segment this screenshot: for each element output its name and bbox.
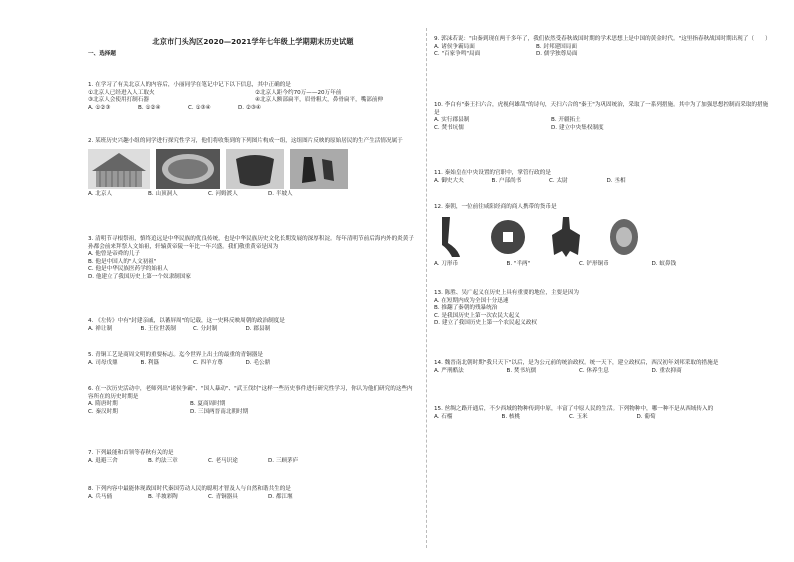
question-stem: 13. 陈胜、吴广起义在历史上具有重要的地位，主要是因为 xyxy=(434,290,579,296)
option-b: B. 半坡彩陶 xyxy=(148,493,178,500)
question-14 xyxy=(434,360,770,375)
question-stem: 7. 下列最能和首领等春秋有关的是 xyxy=(88,450,174,456)
option-b: B. 约法三章 xyxy=(148,457,178,464)
question-11 xyxy=(434,170,770,185)
option-c: C. 他是中华民族医药学的始祖人 xyxy=(88,266,169,273)
option-c: C. 焚书坑儒 xyxy=(434,124,464,131)
house-image xyxy=(88,149,150,189)
option-c: C. 青铜器具 xyxy=(208,493,238,500)
question-9 xyxy=(434,36,770,59)
spade-coin-image xyxy=(546,215,586,259)
section-heading: 一、选择题 xyxy=(88,50,116,57)
statement: ④北京人额部扁平，眉骨粗大，鼻骨扁平，嘴部前伸 xyxy=(255,97,384,104)
option-c: C. 秦汉时期 xyxy=(88,408,118,415)
statement: ①北京人已经进入人工取火 xyxy=(88,89,155,96)
option-b: B. 核桃 xyxy=(501,413,521,420)
option-c: C. ①③④ xyxy=(188,104,211,111)
question-stem: 14. 魏晋南北朝时期"我只天下"以后，是为公元前的统治政权。统一天下，建立政权后，西汉初年刘邦采取的措施是 xyxy=(434,360,719,366)
option-b: B. 封邦建国局面 xyxy=(536,43,577,50)
question-stem: 10. 李白有"秦王扫六合，虎视何雄哉"的诗句，天扫六合的"秦王"为巩固统治，采取了一系列措施。其中为了加强思想控制而采取的措施是 xyxy=(434,102,769,116)
pottery-image xyxy=(226,149,284,189)
option-d: D. 建立中央集权制度 xyxy=(551,124,604,131)
option-b: B. 他是中国人的"人文初祖" xyxy=(88,258,157,265)
option-d: D. ②③④ xyxy=(238,104,261,111)
option-d: D. 葡萄 xyxy=(636,413,656,420)
option-a: A. ①②③ xyxy=(88,104,111,111)
question-stem: 5. 青铜工艺是商周文明的重要标志。迄今世界上出土的最重的青铜器是 xyxy=(88,352,263,358)
option-a: A. 刀形币 xyxy=(434,260,459,267)
option-c: C. 太尉 xyxy=(549,177,568,184)
question-stem: 11. 秦始皇在中央设置的官职中，掌管行政的是 xyxy=(434,170,551,176)
option-b: B. 焚书坑儒 xyxy=(506,367,537,374)
option-a: A. 严刑酷法 xyxy=(434,367,464,374)
question-13 xyxy=(434,290,770,328)
question-2 xyxy=(88,138,418,198)
option-a: A. 诸侯争霸局面 xyxy=(434,43,475,50)
grain-image xyxy=(156,149,220,189)
option-a: A. 北京人 xyxy=(88,190,113,197)
question-stem: 1. 在学习了有关北京人的内容后，小丽同学在笔记中记下以下信息，其中正确的是 xyxy=(88,82,291,88)
question-6 xyxy=(88,386,418,416)
column-divider xyxy=(426,28,427,548)
option-b: B. 山顶洞人 xyxy=(148,190,178,197)
question-5 xyxy=(88,352,418,367)
option-a: A. 在短期内成为全国十分迅速 xyxy=(434,297,509,304)
option-c: C. 老马识途 xyxy=(208,457,238,464)
question-3 xyxy=(88,236,418,282)
tool-image xyxy=(290,149,348,189)
option-d: D. 三国两晋南北朝时期 xyxy=(190,408,249,415)
option-c: C. 四羊方尊 xyxy=(193,359,223,366)
option-d: D. 他建立了我国历史上第一个奴隶制国家 xyxy=(88,273,191,280)
option-b: B. 推翻了秦朝的残暴统治 xyxy=(434,305,498,312)
option-a: A. 退避三舍 xyxy=(88,457,118,464)
option-d: D. 郡县制 xyxy=(245,325,271,332)
question-8 xyxy=(88,486,418,501)
option-b: B. "半两" xyxy=(506,260,531,267)
question-stem: 8. 下列内容中最能体现战国时代秦国劳动人民的聪明才智及人与自然和谐共生的是 xyxy=(88,486,291,492)
question-stem: 6. 在一次历史活动中，老师列出"诸侯争霸"、"国人暴动"、"武王伐纣"这样一些历史事件进行研究性学习，你认为他们研究的这些内容所在的历史时期是 xyxy=(88,386,413,400)
option-b: B. 开疆拓土 xyxy=(551,117,581,124)
option-a: A. 实行郡县制 xyxy=(434,117,470,124)
option-d: D. 丞相 xyxy=(606,177,626,184)
question-10 xyxy=(434,102,770,132)
option-d: D. 重农抑商 xyxy=(651,367,682,374)
option-d: D. 半坡人 xyxy=(268,190,293,197)
page-title: 北京市门头沟区2020—2021学年七年级上学期期末历史试题 xyxy=(152,37,354,46)
statement: ③北京人会使用打制石器 xyxy=(88,97,149,104)
option-d: D. 儒学独尊局面 xyxy=(536,51,578,58)
option-b: B. 王位世袭制 xyxy=(140,325,176,332)
option-d: D. 毛公鼎 xyxy=(245,359,271,366)
coin-images xyxy=(434,215,770,259)
option-b: B. ①②④ xyxy=(138,104,161,111)
option-d: D. 建立了我国历史上第一个农民起义政权 xyxy=(434,320,537,327)
option-a: A. 隋唐时期 xyxy=(88,401,118,408)
knife-coin-image xyxy=(434,215,470,259)
option-d: D. 都江堰 xyxy=(268,493,293,500)
option-d: D. 蚁鼻钱 xyxy=(651,260,677,267)
left-column xyxy=(88,30,418,500)
question-7 xyxy=(88,450,418,465)
option-b: B. 户部尚书 xyxy=(491,177,522,184)
question-1 xyxy=(88,82,418,112)
option-a: A. 石榴 xyxy=(434,413,453,420)
question-stem: 2. 某班历史兴趣小组的同学进行探究性学习，他们将收集到的下列图片构成一组，这组图片反映的原始居民的生产生活情况属于 xyxy=(88,138,403,144)
question-stem: 9. 郭沫若说："由秦到现在两千多年了，我们依然受春秋战国时期的学术思想上是中国的黄金时代。"这里指春秋战国时期出现了（ ） xyxy=(434,36,771,42)
banliang-coin-image xyxy=(488,215,528,259)
option-c: C. 铲形铜币 xyxy=(579,260,609,267)
option-c: C. "百家争鸣"局面 xyxy=(434,51,481,58)
option-a: A. 他曾是帝舜的儿子 xyxy=(88,251,141,258)
image-row xyxy=(88,149,418,189)
question-stem: 15. 丝绸之路开通后，不少西域的物种传到中原，丰富了中原人民的生活。下列物种中，哪一种不是从西域传入的 xyxy=(434,406,714,412)
option-a: A. 御史大夫 xyxy=(434,177,464,184)
option-b: B. 夏商周时期 xyxy=(190,401,226,408)
option-c: C. 分封制 xyxy=(193,325,218,332)
question-stem: 12. 秦朝，一位前往咸阳经商的商人携带的货币是 xyxy=(434,204,557,210)
ant-nose-coin-image xyxy=(604,215,644,259)
question-4 xyxy=(88,318,418,333)
option-a: A. 兵马俑 xyxy=(88,493,113,500)
option-a: A. 司母戊鼎 xyxy=(88,359,118,366)
option-c: C. 是我国历史上第一次农民大起义 xyxy=(434,312,520,319)
option-c: C. 河姆渡人 xyxy=(208,190,238,197)
option-b: B. 利簋 xyxy=(140,359,160,366)
question-stem: 3. 清明节寻根祭祖，慎终追远是中华民族的优良传统，也是中华民族历史文化长期发展的深厚积淀。每年清明节前后海内外的炎黄子孙都会前来拜祭人文始祖，轩辕黄帝陵一年比一年兴盛。我们敬重黄帝是因为 xyxy=(88,236,414,250)
option-d: D. 三顾茅庐 xyxy=(268,457,299,464)
option-a: A. 禅让制 xyxy=(88,325,113,332)
statement: ②北京人距今约70万——20万年前 xyxy=(255,89,342,96)
option-c: C. 休养生息 xyxy=(579,367,609,374)
question-15 xyxy=(434,406,770,421)
option-c: C. 玉米 xyxy=(569,413,588,420)
question-12 xyxy=(434,204,770,268)
question-stem: 4. 《左传》中有"封建亲戚，以蕃屏周"的记载，这一史料反映周朝的政治制度是 xyxy=(88,318,285,324)
